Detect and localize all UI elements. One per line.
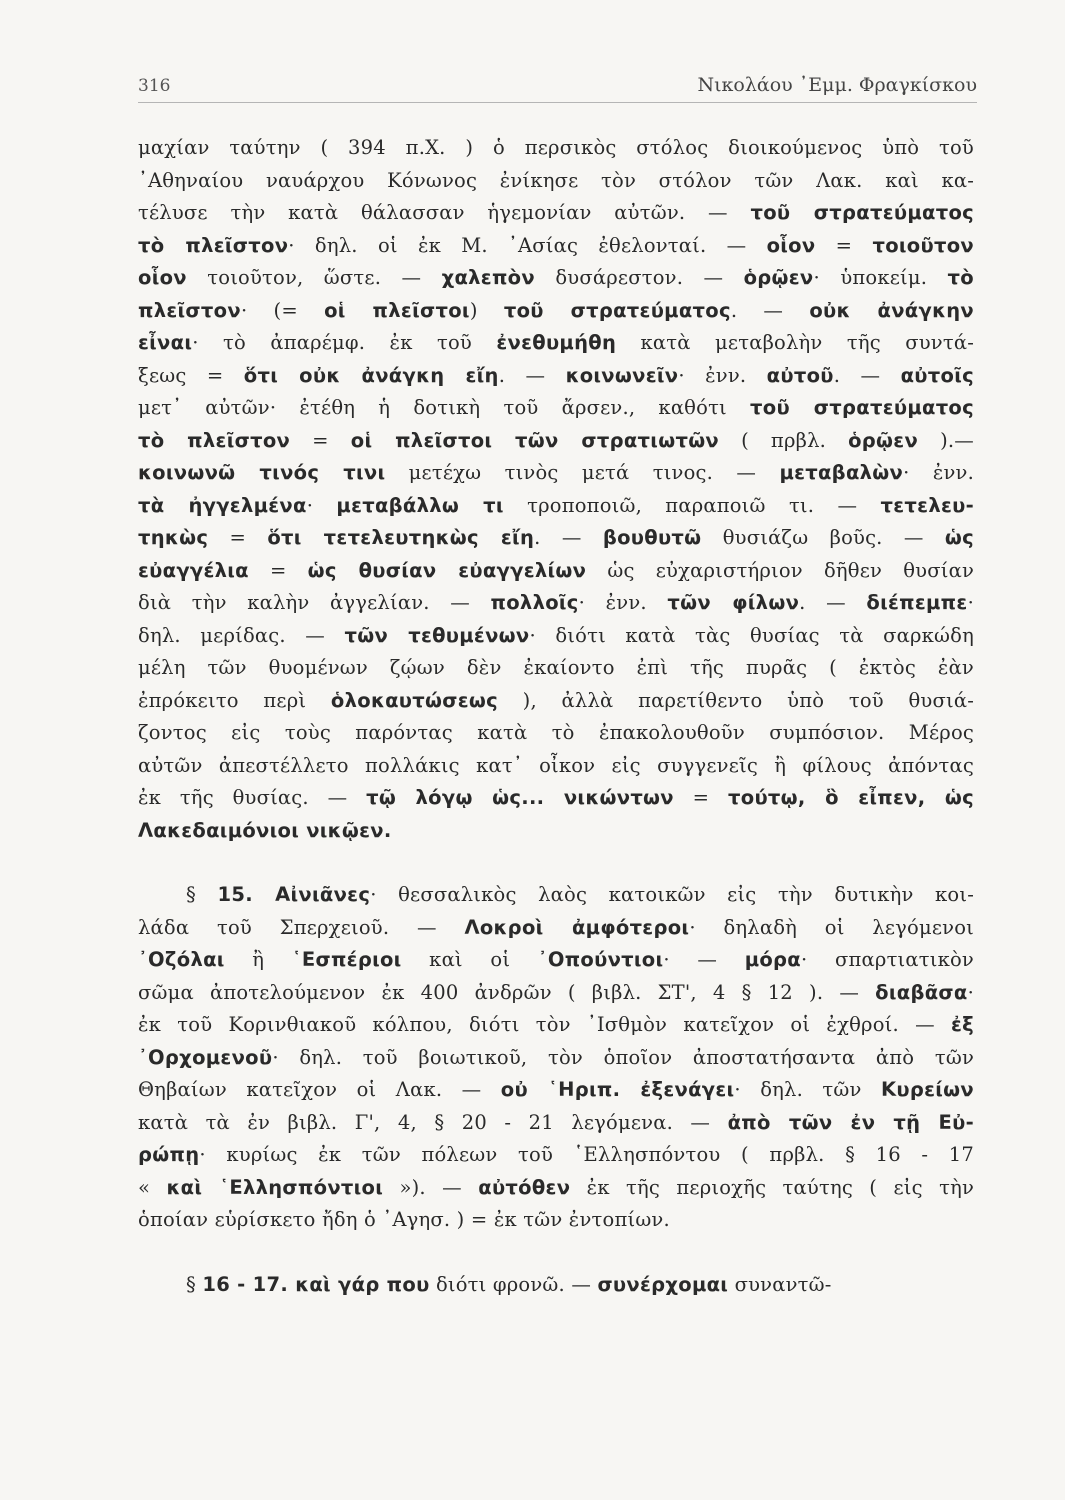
bold-lemma: ᾿Ορχομενοῦ [138,1045,273,1069]
bold-lemma: ῾Εσπέριοι [291,948,402,971]
bold-lemma: συνέρχομαι [597,1272,729,1296]
text-line [138,652,974,685]
bold-lemma: καὶ ῾Ελλησπόντιοι [166,1175,384,1199]
text-run: · [967,980,974,1004]
bold-lemma: μόρα [744,948,802,971]
bold-lemma: τῶν τεθυμένων [344,623,530,647]
text-run: . — [730,298,810,322]
text-line [138,977,974,1010]
bold-lemma: ἐνεθυμήθη [496,331,617,354]
text-line [138,750,974,783]
text-line [138,555,974,588]
bold-lemma: τὸ πλεῖστον [138,233,289,257]
text-line [138,457,974,490]
text-run: · δηλ. οἱ ἐκ Μ. ᾿Ασίας ἐθελονταί. — [288,233,767,257]
text-line [138,587,974,620]
bold-lemma: τῶν φίλων [667,591,800,614]
text-run: δυσάρεστον. — [534,266,744,289]
bold-lemma: πλεῖστον [138,298,241,322]
text-line [138,295,974,328]
text-run: § [186,883,218,906]
bold-lemma: τοῦ στρατεύματος [750,201,975,224]
text-run: . — [534,526,603,549]
text-line [138,1009,974,1042]
text-run: · ἐνν. [578,591,668,614]
text-run: »). — [383,1175,479,1199]
bold-lemma: ὅτι τετελευτηκὼς εἴη [267,526,535,549]
bold-lemma: 16 - 17. καὶ γάρ που [202,1272,430,1296]
text-run: = [208,526,268,549]
text-line [138,262,974,295]
text-run: = [815,233,873,257]
text-run: μαχίαν ταύτην ( 394 π.Χ. ) ὁ περσικὸς στόλος διοικούμενος ὑπὸ τοῦ [138,136,974,159]
bold-lemma: οὐκ ἀνάγκην [809,298,975,322]
bold-lemma: μεταβαλὼν [779,461,904,484]
text-run: αὐτῶν ἀπεστέλλετο πολλάκις κατ᾿ οἶκον εἰς συγγενεῖς ἢ φίλους ἀπόντας [138,753,974,777]
text-line [138,132,974,165]
bold-lemma: ᾿Οπούντιοι [537,948,664,971]
running-title: Νικολάου ᾿Εμμ. Φραγκίσκου [697,74,977,96]
text-run: Θηβαίων κατεῖχον οἱ Λακ. — [138,1078,501,1101]
bold-lemma: αὐτοῦ [766,363,834,387]
text-run: ᾿Αθηναίου ναυάρχου Κόνωνος ἐνίκησε τὸν στόλον τῶν Λακ. καὶ κα- [138,168,974,192]
bold-lemma: κοινωνεῖν [565,363,679,387]
bold-lemma: ρώπῃ [138,1143,200,1166]
bold-lemma: χαλεπὸν [441,266,535,289]
text-run: κατὰ τὰ ἐν βιβλ. Γ', 4, § 20 - 21 λεγόμενα. — [138,1110,728,1134]
bold-lemma: οἱ πλεῖστοι τῶν στρατιωτῶν [350,428,720,452]
bold-lemma: μεταβάλλω τι [336,493,504,517]
bold-lemma: διαβᾶσα [875,980,968,1004]
paragraph-gap [138,1237,974,1269]
text-run: = [290,428,351,452]
text-run: δηλ. μερίδας. — [138,623,345,647]
text-line [138,1074,974,1107]
paragraph-gap [138,847,974,879]
bold-lemma: πολλοῖς [490,591,579,614]
bold-lemma: τοῦ στρατεύματος [503,298,731,322]
text-run: · δηλ. τοῦ βοιωτικοῦ, τὸν ὁποῖον ἀποστατήσαντα ἀπὸ τῶν [272,1045,974,1069]
bold-lemma: ἀπὸ τῶν ἐν τῇ Εὐ- [727,1110,974,1134]
bold-lemma: ὡς [944,526,974,549]
bold-lemma: αὐτόθεν [478,1175,571,1199]
page-header [138,60,977,103]
bold-lemma: κοινωνῶ τινός τινι [138,461,386,484]
text-run: διὰ τὴν καλὴν ἀγγελίαν. — [138,591,491,614]
text-run: · τὸ ἀπαρέμφ. ἐκ τοῦ [192,331,497,354]
text-line [138,1139,974,1172]
text-run: · θεσσαλικὸς λαὸς κατοικῶν εἰς τὴν δυτικὴν κοι- [370,883,974,906]
text-run: μετέχω τινὸς μετά τινος. — [385,461,780,484]
bold-lemma: οἷον [138,266,187,289]
bold-lemma: τούτῳ, ὃ εἶπεν, ὡς [728,786,975,809]
text-run: . — [833,363,901,387]
text-run: ξεως = [138,363,244,387]
text-line [138,1172,974,1205]
text-run: ) [469,298,504,322]
text-run: θυσιάζω βοῦς. — [701,526,945,549]
text-run: = [248,558,308,582]
text-line [138,392,974,425]
text-run: ὡς εὐχαριστήριον δῆθεν θυσίαν [586,558,974,582]
text-run: κατὰ μεταβολὴν τῆς συντά- [616,331,975,354]
text-line [138,490,974,523]
text-line [138,815,974,848]
bold-lemma: οἷον [766,233,816,257]
bold-lemma: τὸ [947,266,974,289]
text-line [138,1042,974,1075]
bold-lemma: οὐ ῾Ηριπ. ἐξενάγει [500,1078,735,1101]
text-run: τέλυσε τὴν κατὰ θάλασσαν ἡγεμονίαν αὐτῶν. — [138,201,751,224]
text-line [138,1204,974,1237]
text-line [138,327,974,360]
bold-lemma: ὁλοκαυτώσεως [330,688,499,712]
text-run: . — [498,363,566,387]
text-line [138,717,974,750]
text-line [138,685,974,718]
text-run: ἐκ τῆς περιοχῆς ταύτης ( εἰς τὴν [570,1175,975,1199]
bold-lemma: Λοκροὶ ἀμφότεροι [464,915,690,939]
text-run: · (= [240,298,325,322]
bold-lemma: ὡς θυσίαν εὐαγγελίων [307,558,587,582]
text-run: σῶμα ἀποτελούμενον ἐκ 400 ἀνδρῶν ( βιβλ. ΣΤ', 4 § 12 ). — [138,980,876,1004]
bold-lemma: ὅτι οὐκ ἀνάγκη εἴη [243,363,499,387]
text-line [138,360,974,393]
bold-lemma: ᾿Οζόλαι [138,948,225,971]
text-run: συναντῶ- [728,1272,832,1296]
text-line [138,912,974,945]
text-line [138,782,974,815]
text-run: ἐπρόκειτο περὶ [138,688,331,712]
text-run: · [306,493,337,517]
page-number: 316 [138,76,171,96]
text-line [138,425,974,458]
bold-lemma: βουθυτῶ [602,526,702,549]
bold-lemma: 15. Αἰνιᾶνες [217,883,371,906]
bold-lemma: Λακεδαιμόνιοι νικῷεν. [138,818,392,842]
text-line [138,522,974,555]
text-run: τοιοῦτον, ὥστε. — [186,266,442,289]
text-line [138,1269,974,1302]
text-run: διότι φρονῶ. — [429,1272,598,1296]
text-run: · — [663,948,745,971]
bold-lemma: τὸ πλεῖστον [138,428,291,452]
text-line [138,879,974,912]
text-run: καὶ οἱ [401,948,538,971]
bold-lemma: αὐτοῖς [900,363,974,387]
bold-lemma: ἐξ [951,1013,974,1036]
text-line [138,620,974,653]
bold-lemma: Κυρείων [880,1078,974,1101]
text-run: · σπαρτιατικὸν [801,948,974,971]
text-run: · ἐνν. [903,461,975,484]
text-run: · [967,591,974,614]
bold-lemma: ὁρῷεν [848,428,919,452]
text-run: τροποποιῶ, παραποιῶ τι. — [503,493,881,517]
text-run: · ὑποκείμ. [813,266,948,289]
text-run: ζοντος εἰς τοὺς παρόντας κατὰ τὸ ἐπακολουθοῦν συμπόσιον. Μέρος [138,721,974,744]
bold-lemma: οἱ πλεῖστοι [324,298,470,322]
text-run: ), ἀλλὰ παρετίθεντο ὑπὸ τοῦ θυσιά- [498,688,974,712]
commentary-text [138,132,974,1301]
bold-lemma: τετελευ- [880,493,974,517]
bold-lemma: τηκὼς [138,526,209,549]
text-run: ἢ [224,948,292,971]
bold-lemma: διέπεμπε [866,591,968,614]
text-run: · διότι κατὰ τὰς θυσίας τὰ σαρκώδη [529,623,974,647]
text-run: μέλη τῶν θυομένων ζῴων δὲν ἐκαίοντο ἐπὶ τῆς πυρᾶς ( ἐκτὸς ἐὰν [138,656,974,679]
bold-lemma: τῷ λόγῳ ὡς... νικώντων [366,786,674,809]
text-run: · δηλαδὴ οἱ λεγόμενοι [689,915,974,939]
text-run: μετ᾿ αὐτῶν· ἐτέθη ἡ δοτικὴ τοῦ ἄρσεν., καθότι [138,396,751,419]
text-run: · ἐνν. [678,363,767,387]
text-run: « [138,1175,167,1199]
text-run: λάδα τοῦ Σπερχειοῦ. — [138,915,465,939]
text-run: § [186,1272,203,1296]
text-line [138,1107,974,1140]
bold-lemma: τοιοῦτον [872,233,974,257]
text-run: . — [799,591,867,614]
text-line [138,230,974,263]
text-run: = [673,786,728,809]
bold-lemma: τοῦ στρατεύματος [750,396,974,419]
text-run: ἐκ τῆς θυσίας. — [138,786,367,809]
text-line [138,944,974,977]
text-line [138,197,974,230]
text-run: ( πρβλ. [719,428,849,452]
bold-lemma: ὁρῷεν [743,266,814,289]
bold-lemma: εὐαγγέλια [138,558,249,582]
text-run: ).— [918,428,974,452]
bold-lemma: τὰ ἠγγελμένα [138,493,307,517]
text-line [138,165,974,198]
text-run: · δηλ. τῶν [734,1078,881,1101]
text-run: ἐκ τοῦ Κορινθιακοῦ κόλπου, διότι τὸν ᾿Ισθμὸν κατεῖχον οἱ ἐχθροί. — [138,1013,952,1036]
text-run: · κυρίως ἐκ τῶν πόλεων τοῦ ῾Ελλησπόντου ( πρβλ. § 16 - 17 [199,1143,974,1166]
text-run: ὁποίαν εὑρίσκετο ἤδη ὁ ᾿Αγησ. ) = ἐκ τῶν ἐντοπίων. [138,1208,670,1231]
bold-lemma: εἶναι [138,331,193,354]
